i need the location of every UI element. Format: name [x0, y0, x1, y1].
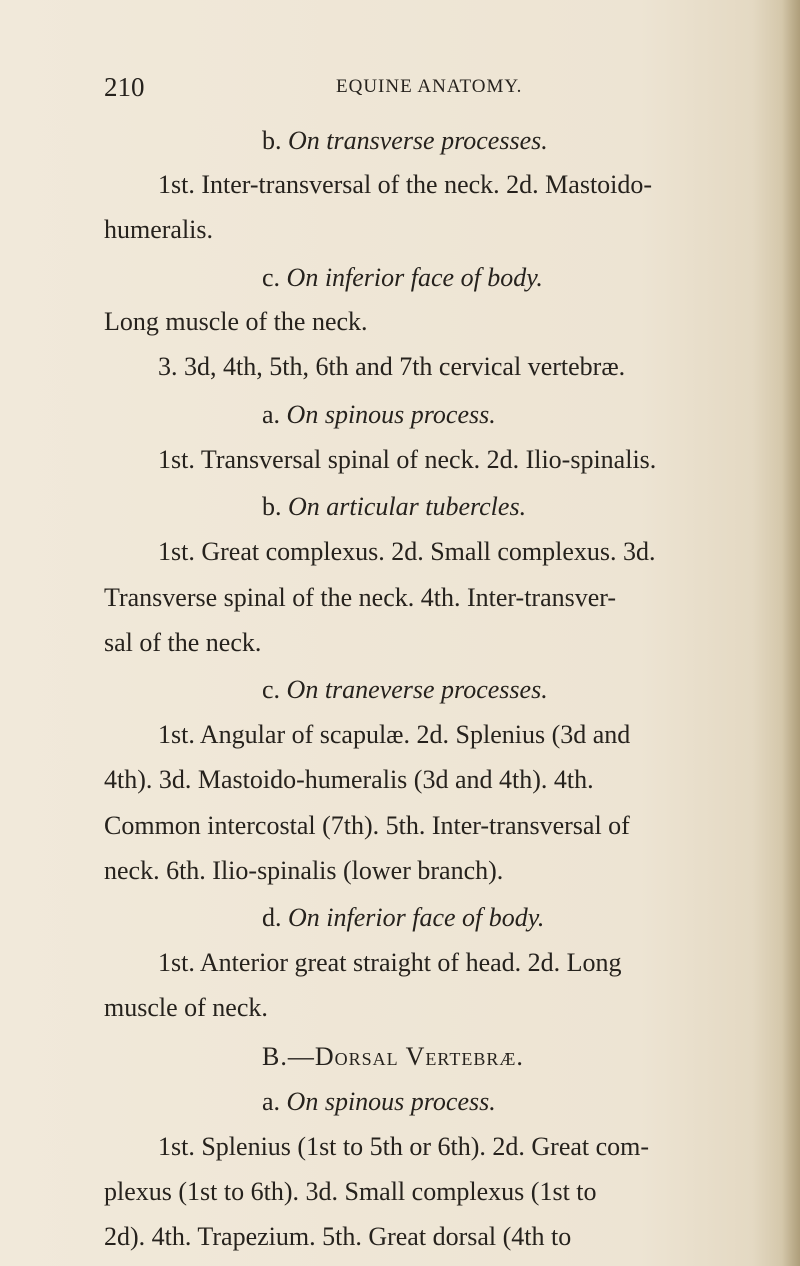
text-line: 3. 3d, 4th, 5th, 6th and 7th cervical vertebræ.: [158, 352, 626, 381]
subheading: b. On articular tubercles.: [262, 492, 527, 521]
text-line: 1st. Anterior great straight of head. 2d. Long: [158, 948, 622, 977]
text-line: 1st. Angular of scapulæ. 2d. Splenius (3d and: [158, 720, 631, 749]
text-line: 4th). 3d. Mastoido-humeralis (3d and 4th). 4th.: [104, 765, 594, 794]
page-header: [104, 72, 684, 112]
text-line: 1st. Great complexus. 2d. Small complexus. 3d.: [158, 537, 656, 566]
text-line: humeralis.: [104, 215, 214, 244]
text-line: 2d). 4th. Trapezium. 5th. Great dorsal (4th to: [104, 1222, 572, 1251]
text-line: plexus (1st to 6th). 3d. Small complexus (1st to: [104, 1177, 597, 1206]
text-line: muscle of neck.: [104, 993, 268, 1022]
page-number: 210: [104, 72, 145, 102]
subheading: a. On spinous process.: [262, 400, 496, 429]
subheading: d. On inferior face of body.: [262, 903, 545, 932]
subheading: a. On spinous process.: [262, 1087, 496, 1116]
section-heading: B.—Dorsal Vertebræ.: [262, 1042, 524, 1071]
text-line: Long muscle of the neck.: [104, 307, 368, 336]
text-line: sal of the neck.: [104, 628, 262, 657]
page-edge-shadow: [782, 0, 800, 1266]
subheading: c. On traneverse processes.: [262, 675, 548, 704]
text-line: neck. 6th. Ilio-spinalis (lower branch).: [104, 856, 504, 885]
text-line: 1st. Inter-transversal of the neck. 2d. Mastoido-: [158, 170, 653, 199]
text-line: 1st. Splenius (1st to 5th or 6th). 2d. Great com-: [158, 1132, 650, 1161]
text-line: Transverse spinal of the neck. 4th. Inter-transver-: [104, 583, 617, 612]
subheading: b. On transverse processes.: [262, 126, 548, 155]
running-head: EQUINE ANATOMY.: [336, 76, 523, 97]
text-line: Common intercostal (7th). 5th. Inter-transversal of: [104, 811, 630, 840]
subheading: c. On inferior face of body.: [262, 263, 543, 292]
text-line: 1st. Transversal spinal of neck. 2d. Ilio-spinalis.: [158, 445, 657, 474]
